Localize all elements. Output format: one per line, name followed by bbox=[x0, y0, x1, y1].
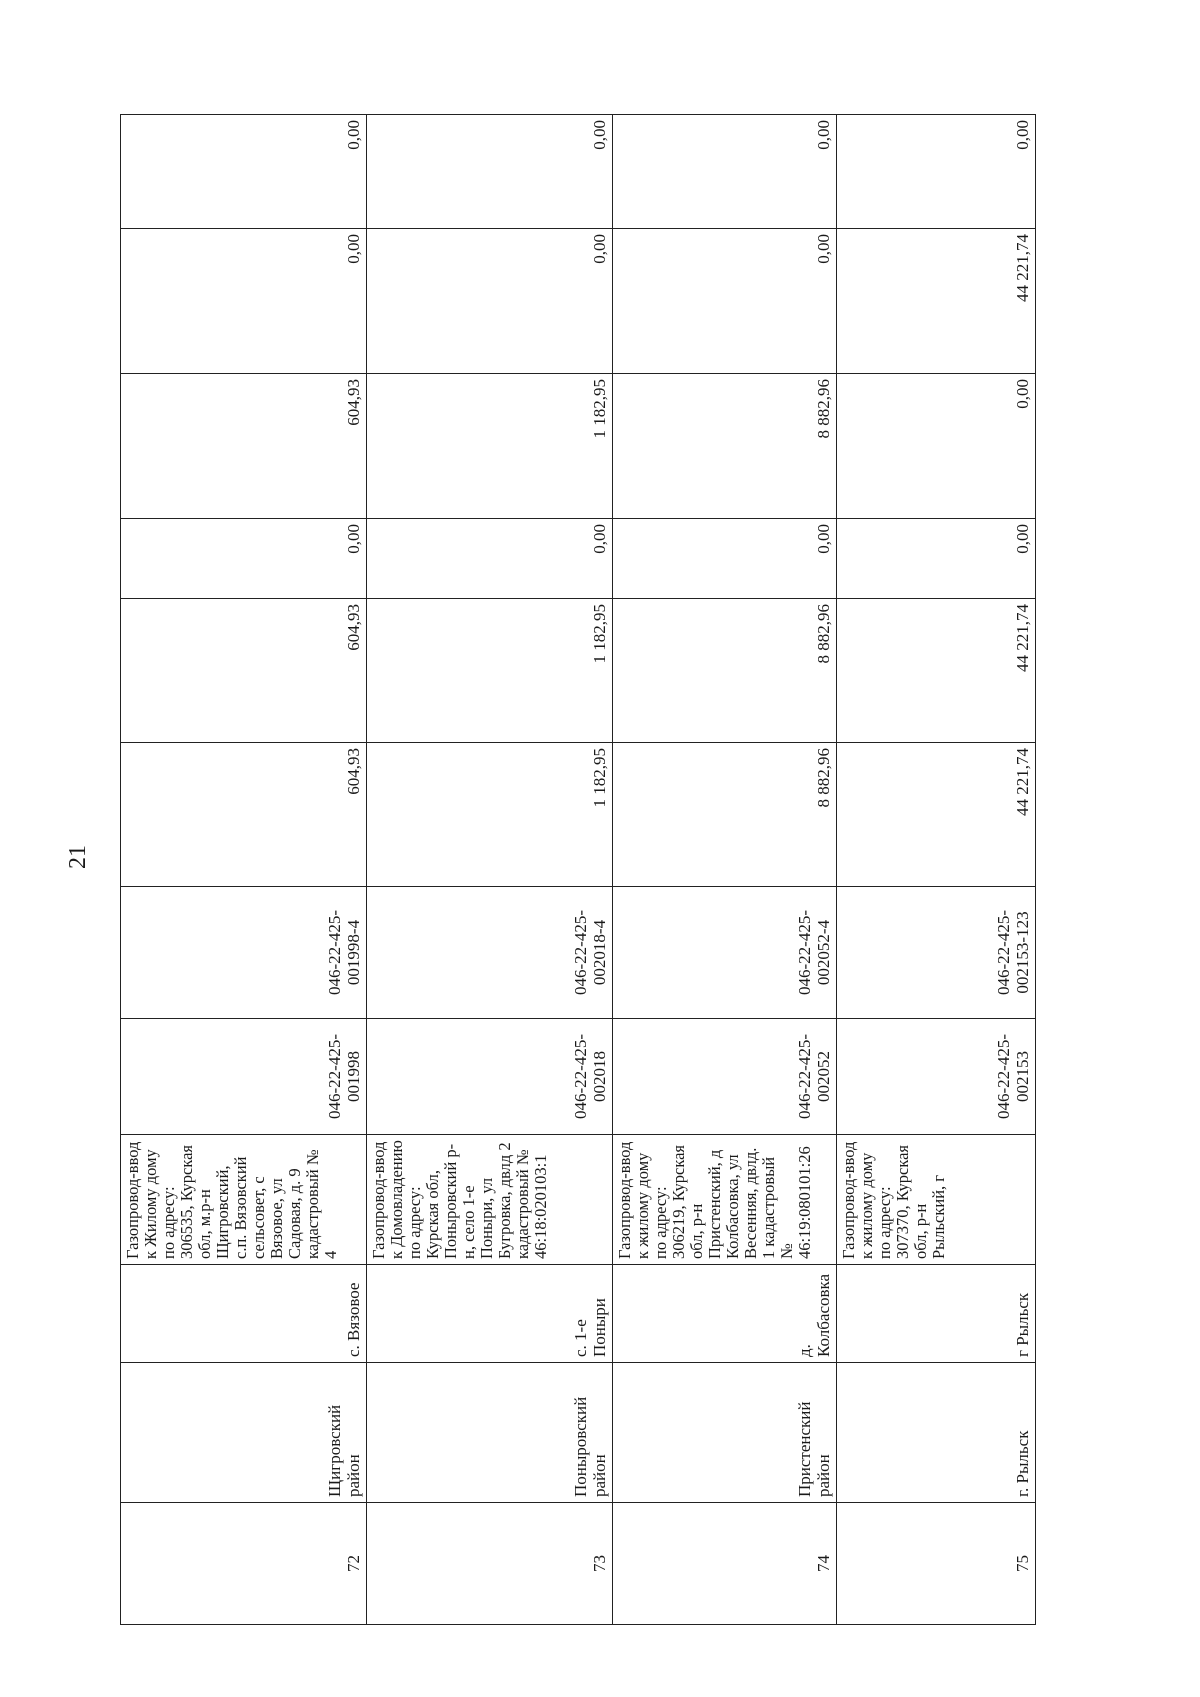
description-cell: Газопровод-ввод к жилому дому по адресу: 307370, Курская обл, р-н Рыльский, г bbox=[837, 1135, 1036, 1265]
locality-cell: с. Вязовое bbox=[121, 1265, 367, 1363]
value-cell-6: 0,00 bbox=[837, 115, 1036, 229]
code-cell: 046-22-425-002018 bbox=[367, 1019, 613, 1135]
value-cell-4: 1 182,95 bbox=[367, 374, 613, 519]
table-row bbox=[837, 115, 1036, 1625]
district-cell: Пристенский район bbox=[613, 1363, 837, 1503]
district-cell: Щигровский район bbox=[121, 1363, 367, 1503]
value-cell-4: 8 882,96 bbox=[613, 374, 837, 519]
code-cell: 046-22-425-002052 bbox=[613, 1019, 837, 1135]
district-cell: г. Рыльск bbox=[837, 1363, 1036, 1503]
value-cell-3: 0,00 bbox=[367, 519, 613, 599]
code-cell: 046-22-425-001998 bbox=[121, 1019, 367, 1135]
page-number: 21 bbox=[65, 845, 91, 869]
description-cell: Газопровод-ввод к Домовладению по адресу: Курская обл, Поныровский р-н, село 1-е Поныри, ул Бугровка, двлд 2 кадастровый № 46:18:020103:1 bbox=[367, 1135, 613, 1265]
code-cell: 046-22-425-002153 bbox=[837, 1019, 1036, 1135]
inventory-number-cell: 046-22-425-002052-4 bbox=[613, 887, 837, 1019]
value-cell-2: 8 882,96 bbox=[613, 599, 837, 743]
value-cell-3: 0,00 bbox=[837, 519, 1036, 599]
row-number: 75 bbox=[837, 1503, 1036, 1625]
rotated-table-container bbox=[120, 115, 1035, 1625]
table-row bbox=[613, 115, 837, 1625]
row-number: 73 bbox=[367, 1503, 613, 1625]
row-number: 74 bbox=[613, 1503, 837, 1625]
value-cell-4: 0,00 bbox=[837, 374, 1036, 519]
value-cell-3: 0,00 bbox=[121, 519, 367, 599]
value-cell-6: 0,00 bbox=[367, 115, 613, 229]
value-cell-6: 0,00 bbox=[121, 115, 367, 229]
locality-cell: г Рыльск bbox=[837, 1265, 1036, 1363]
value-cell-5: 44 221,74 bbox=[837, 229, 1036, 374]
inventory-number-cell: 046-22-425-002153-123 bbox=[837, 887, 1036, 1019]
description-cell: Газопровод-ввод к жилому дому по адресу: 306219, Курская обл, р-н Пристенский, д Колбасовка, ул Весенняя, двлд. 1 кадастровый № 46:19:080101:26 bbox=[613, 1135, 837, 1265]
value-cell-5: 0,00 bbox=[367, 229, 613, 374]
table-row bbox=[367, 115, 613, 1625]
value-cell-4: 604,93 bbox=[121, 374, 367, 519]
value-cell-1: 44 221,74 bbox=[837, 743, 1036, 887]
inventory-number-cell: 046-22-425-001998-4 bbox=[121, 887, 367, 1019]
row-number: 72 bbox=[121, 1503, 367, 1625]
inventory-number-cell: 046-22-425-002018-4 bbox=[367, 887, 613, 1019]
assets-table bbox=[120, 114, 1036, 1625]
district-cell: Поныровский район bbox=[367, 1363, 613, 1503]
value-cell-2: 44 221,74 bbox=[837, 599, 1036, 743]
value-cell-2: 604,93 bbox=[121, 599, 367, 743]
value-cell-5: 0,00 bbox=[613, 229, 837, 374]
value-cell-1: 1 182,95 bbox=[367, 743, 613, 887]
value-cell-2: 1 182,95 bbox=[367, 599, 613, 743]
value-cell-3: 0,00 bbox=[613, 519, 837, 599]
locality-cell: д. Колбасовка bbox=[613, 1265, 837, 1363]
description-cell: Газопровод-ввод к Жилому дому по адресу: 306535, Курская обл, м.р-н Щигровский, с.п. Вязовский сельсовет, с Вязовое, ул Садовая, д. 9 кадастровый № 4 bbox=[121, 1135, 367, 1265]
value-cell-1: 604,93 bbox=[121, 743, 367, 887]
value-cell-1: 8 882,96 bbox=[613, 743, 837, 887]
locality-cell: с. 1-е Поныри bbox=[367, 1265, 613, 1363]
value-cell-5: 0,00 bbox=[121, 229, 367, 374]
value-cell-6: 0,00 bbox=[613, 115, 837, 229]
table-row bbox=[121, 115, 367, 1625]
